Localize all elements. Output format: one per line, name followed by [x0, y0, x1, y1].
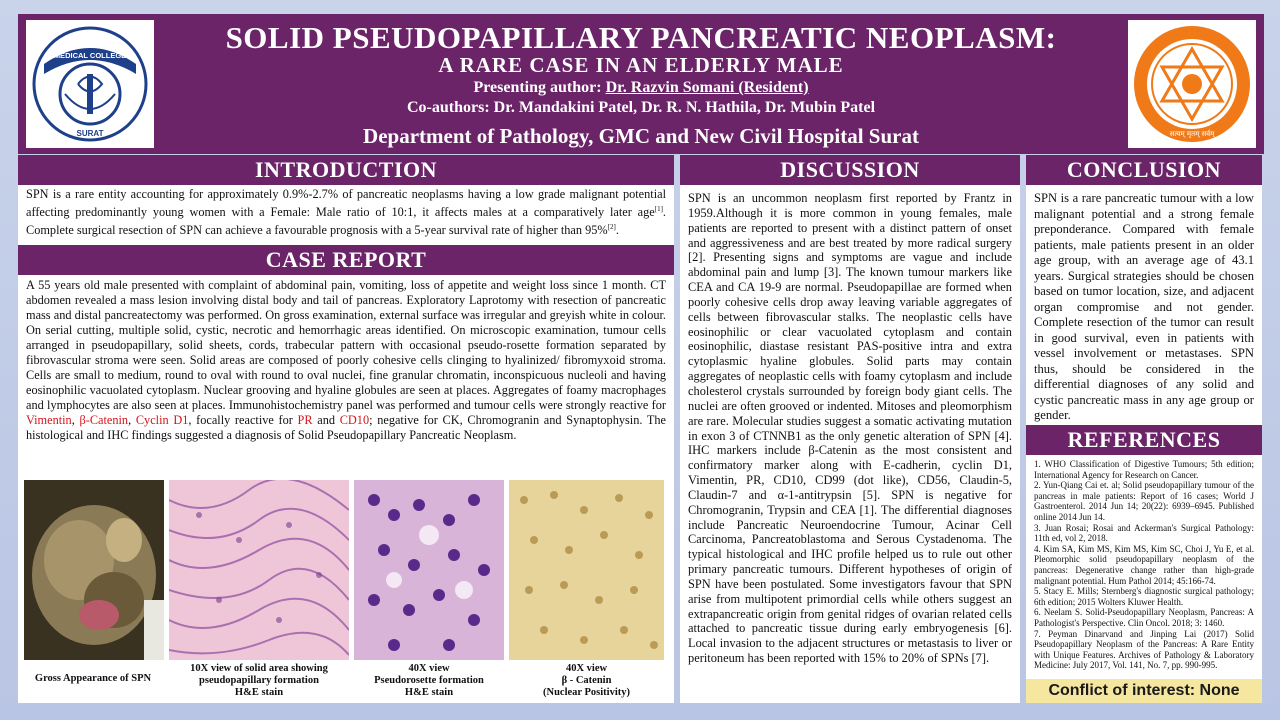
caption-40x-he-1: 40X view — [408, 663, 450, 674]
reference-item: 1. WHO Classification of Digestive Tumours; 5th edition; International Agency for Research on Cancer. — [1034, 459, 1254, 480]
department: Department of Pathology, GMC and New Civil Hospital Surat — [363, 124, 919, 148]
caption-40x-catenin-3: (Nuclear Positivity) — [543, 687, 630, 698]
case-text-1: A 55 years old male presented with complaint of abdominal pain, vomiting, loss of appetite and weight loss since 1 month. CT abdomen revealed a mass lesion involving distal body and tail of pancreas. Exploratory Laprotomy with resection of pancreatic mass and distal pancreatectomy was performed. On gross examination, external surface was irregular and greyish white in colour. On serial cutting, multiple solid, cystic, necrotic and hemorrhagic areas identified. On microscopic examination, tumour cells arranged in pseudopapillary, solid sheets, cords, trabecular pattern with occasional pseudo-rosette formation separated by fibrovascular stroma were seen. Solid areas are composed of poorly cohesive cells clinging to hyalinized/ fibromyxoid stroma. Cells are small to medium, round to oval with round to oval nuclei, fine granular chromatin, inconspicuous nucleoli and having eosinophilic vacuolated cytoplasm. Nuclear grooving and hyaline globules are seen at places. Aggregates of foamy macrophages and lymphocytes are also seen at places. Immunohistochemistry panel was performed and tumour cells were strongly reactive for — [26, 278, 666, 412]
title-block — [163, 22, 1119, 150]
caption-10x — [168, 663, 350, 699]
presenting-label: Presenting author: — [473, 79, 602, 96]
caption-40x-catenin — [509, 663, 664, 699]
university-logo — [1128, 20, 1256, 148]
caption-10x-1: 10X view of solid area showing pseudopapillary formation — [190, 663, 328, 686]
intro-sup-1: [1] — [654, 205, 663, 213]
gmc-logo — [26, 20, 154, 148]
gmc-logo-line1: GOVERNMENT — [61, 41, 119, 50]
case-sep-1: , — [71, 413, 80, 427]
presenting-name: Dr. Razvin Somani (Resident) — [605, 79, 809, 96]
university-logo-motto: सत्यम् मृतम् सर्वम् — [1169, 130, 1215, 138]
case-text-2: , focally reactive for — [188, 413, 298, 427]
introduction-text — [18, 185, 674, 245]
poster-subtitle: A RARE CASE IN AN ELDERLY MALE — [438, 53, 844, 77]
reference-item: 2. Yun-Qiang Cai et. al; Solid pseudopapillary tumour of the pancreas in male patients: Report of 16 cases; World J Gastroenterol. 2014 Jun 14; 20(22): 6939–6945. Published online 2014 Jun 14. — [1034, 480, 1254, 522]
left-column — [18, 155, 674, 703]
intro-sup-2: [2] — [607, 223, 616, 232]
intro-text-3: . — [615, 223, 619, 238]
references-heading: REFERENCES — [1026, 425, 1262, 455]
presenting-author — [163, 78, 1119, 98]
caption-40x-catenin-1: 40X view — [565, 663, 608, 674]
figure-10x-he — [169, 480, 349, 660]
conclusion-text: SPN is a rare pancreatic tumour with a low malignant potential and a strong female preponderance. Compared with female patients, male patients present in an older age group, with an average age of 43.1 years. Surgical strategies should be chosen based on tumor location, size, and adjacent organ compromise and not gender. Complete resection of the tumor can result in good survival, even in patients with vessel involvement or metastases. SPN thus, should be considered in the differential diagnoses of any solid and cystic pancreatic mass in any age group or gender. — [1034, 191, 1254, 422]
caption-40x-he — [354, 663, 504, 699]
gmc-logo-line2: MEDICAL COLLEGE — [53, 51, 127, 60]
figure-40x-he — [354, 480, 504, 660]
conflict-of-interest: Conflict of interest: None — [1026, 679, 1262, 703]
reference-item: 5. Stacy E. Mills; Sternberg's diagnostic surgical pathology; 6th edition; 2015 Wolters Kluwer Health. — [1034, 586, 1254, 607]
right-column — [1026, 155, 1262, 703]
reference-item: 4. Kim SA, Kim MS, Kim MS, Kim SC, Choi J, Yu E, et al. Pleomorphic solid pseudopapillary neoplasm of the pancreas: Degenerative change rather than high-grade malignant potential. Hum Pathol 2014; 45:166-74. — [1034, 543, 1254, 586]
reference-item: 7. Peyman Dinarvand and Jinping Lai (2017) Solid Pseudopapillary Neoplasm of the Pancreas: A Rare Entity with Unique Features. Archives of Pathology & Laboratory Medicine: July 2017, Vol. 141, No. 7, pp. 990-995. — [1034, 628, 1254, 671]
case-text-3: and — [312, 413, 340, 427]
case-text-4: ; negative for CK, Chromogranin and Synaptophysin. The histological and IHC findings suggested a diagnosis of Solid Pseudopapillary Pancreatic Neoplasm. — [26, 413, 666, 442]
discussion-text: SPN is an uncommon neoplasm first reported by Frantz in 1959.Although it is more common in young females, male patients are reported to present with a distinct pattern of onset and aggressiveness and are best treated by more radical surgery [2]. Presenting signs and symptoms are vague and include abdominal pain and lump [3]. The known tumour markers like CEA and CA 19-9 are normal. Pseudopapillae are formed when poorly cohesive cells drop away leaving variable aggregates of cells between fibrovascular stalks. The neoplastic cells have eosinophilic or clear vacuolated cytoplasm and contain eosinophilic, diastase resistant PAS-positive intra and extra cytoplasmic hyaline globules. Solid parts may contain aggregates of neoplastic cells with foamy cytoplasm and include cholesterol crystals surrounded by foreign body giant cells. The nuclei are often grooved or indented. Mitoses and pleomorphism are rare. Molecular studies suggest a somatic activating mutation in exon 3 of CTNNB1 as the only genetic alteration of SPN [4]. IHC markers include β-Catenin as the most consistent and confirmatory marker along with E-cadherin, cyclin D1, Vimentin, PR, CD10, CD99 (dot like), CD56, Claudin-5, Claudin-7 and α-1-antitrypsin [5]. SPN is negative for Chromogranin, Trypsin and CEA [1]. The differential diagnoses include Pancreatic Neuroendocrine Tumour, Acinar Cell Carcinoma, Pancreatoblastoma and Serous Cystadenoma. The typical histological and IHC profile helped us to rule out other primary pancreatic tumours. Different hypotheses of origin of SPN have been postulated. Some investigators favour that SPN arise from multipotent primordial cells while others suggest an extrapancreatic origin from genital ridges of ovarian related cells attached to pancreatic tissue during early embryogenesis [6]. Local invasion to the adjacent structures or metastasis to liver or peritoneum has been reported with 15% to 20% of SPNs [7]. — [688, 191, 1012, 666]
marker-cd10: CD10 — [339, 413, 370, 427]
case-report-heading: CASE REPORT — [18, 245, 674, 275]
introduction-heading: INTRODUCTION — [18, 155, 674, 185]
references-list — [1026, 455, 1262, 675]
intro-text-2: . Complete surgical resection of SPN can achieve a favourable prognosis with a 5-year survival rate of higher than 95% — [26, 205, 666, 238]
marker-beta-catenin: β-Catenin — [79, 413, 129, 427]
marker-vimentin: Vimentin — [26, 413, 72, 427]
caption-40x-he-3: H&E stain — [404, 687, 454, 698]
reference-item: 3. Juan Rosai; Rosai and Ackerman's Surgical Pathology: 11th ed, vol 2, 2018. — [1034, 522, 1254, 544]
caption-gross-1: Gross Appearance of SPN — [34, 673, 152, 684]
caption-40x-catenin-2: β - Catenin — [561, 675, 612, 686]
case-report-text — [18, 275, 674, 445]
coauthors: Co-authors: Dr. Mandakini Patel, Dr. R. N. Hathila, Dr. Mubin Patel — [406, 99, 876, 116]
poster-header — [18, 14, 1264, 154]
figure-gross — [24, 480, 164, 660]
marker-cyclin-d1: Cyclin D1 — [135, 413, 189, 427]
gmc-logo-line3: SURAT — [76, 129, 104, 138]
caption-10x-2: H&E stain — [234, 687, 284, 698]
figure-40x-beta-catenin — [509, 480, 664, 660]
caption-gross — [18, 673, 168, 685]
caption-40x-he-2: Pseudorosette formation — [374, 675, 484, 686]
discussion-column — [680, 155, 1020, 703]
discussion-heading: DISCUSSION — [680, 155, 1020, 185]
reference-item: 6. Neelam S. Solid-Pseudopapillary Neoplasm, Pancreas: A Pathologist's Perspective. Clin Oncol. 2018; 3: 1460. — [1034, 607, 1254, 628]
intro-text-1: SPN is a rare entity accounting for approximately 0.9%-2.7% of pancreatic neoplasms having a low grade malignant potential affecting predominantly young women with a Female: Male ratio of 10:1, it affects males at a comparatively later age — [26, 187, 666, 220]
case-sep-2: , — [128, 413, 136, 427]
conclusion-heading: CONCLUSION — [1026, 155, 1262, 185]
poster-title: SOLID PSEUDOPAPILLARY PANCREATIC NEOPLASM: — [225, 20, 1057, 55]
marker-pr: PR — [297, 413, 313, 427]
